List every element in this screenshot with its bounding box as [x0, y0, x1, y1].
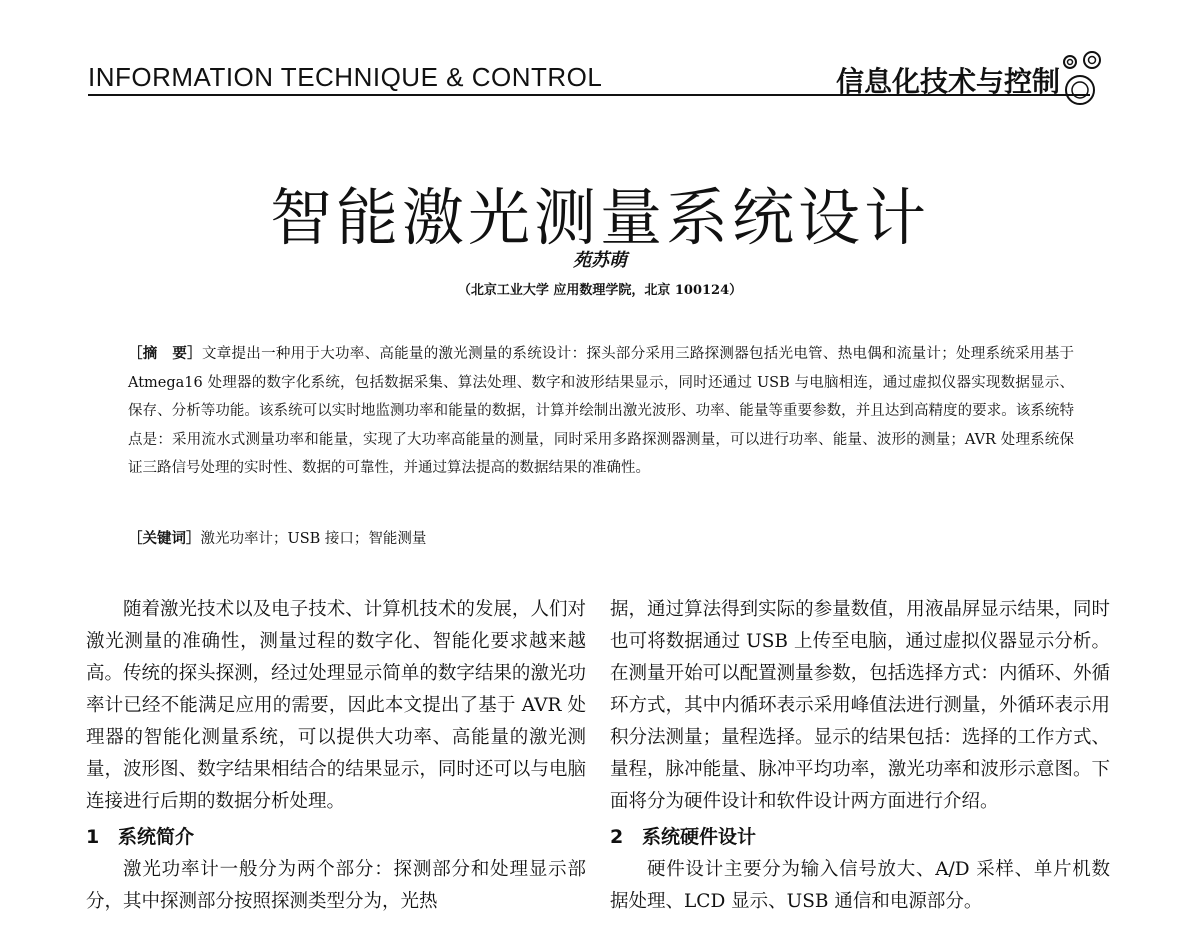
journal-section-cn: 信息化技术与控制	[835, 65, 1060, 98]
journal-name-en: INFORMATION TECHNIQUE & CONTROL	[88, 62, 603, 92]
author-affiliation: （北京工业大学 应用数理学院，北京 100124）	[457, 283, 743, 298]
intro-paragraph: 随着激光技术以及电子技术、计算机技术的发展，人们对激光测量的准确性，测量过程的数字化、智能化要求越来越高。传统的探头探测，经过处理显示简单的数字结果的激光功率计已经不能满足应用的需要，因此本文提出了基于 AVR 处理器的智能化测量系统，可以提供大功率、高能量的激光测量，波形图、数字结果相结合的结果显示，同时还可以与电脑连接进行后期的数据分析处理。	[86, 599, 586, 812]
continued-paragraph: 据，通过算法得到实际的参量数值，用液晶屏显示结果，同时也可将数据通过 USB 上传至电脑，通过虚拟仪器显示分析。在测量开始可以配置测量参数，包括选择方式：内循环、外循环方式，其中内循环表示采用峰值法进行测量，外循环表示用积分法测量；量程选择。显示的结果包括：选择的工作方式、量程，脉冲能量、脉冲平均功率，激光功率和波形示意图。下面将分为硬件设计和软件设计两方面进行介绍。	[610, 599, 1110, 812]
section-2-paragraph: 硬件设计主要分为输入信号放大、A/D 采样、单片机数据处理、LCD 显示、USB 通信和电源部分。	[610, 859, 1110, 912]
section-heading-1	[86, 820, 586, 854]
section-heading-2	[610, 820, 1110, 854]
section-1-paragraph: 激光功率计一般分为两个部分：探测部分和处理显示部分，其中探测部分按照探测类型分为，光热	[86, 859, 586, 912]
keywords-text: 激光功率计；USB 接口；智能测量	[200, 531, 427, 547]
paper-title: 智能激光测量系统设计	[269, 181, 930, 254]
header-divider	[88, 94, 1090, 96]
keywords-label: ［关键词］	[128, 530, 201, 547]
section-number: 2	[610, 826, 624, 848]
abstract	[128, 340, 1074, 483]
double-circle-icon	[1060, 50, 1104, 110]
section-title: 系统简介	[118, 826, 195, 848]
section-number: 1	[86, 826, 100, 848]
body-column-right	[610, 594, 1110, 918]
author-name: 苑苏萌	[573, 250, 627, 271]
abstract-label: ［摘 要］	[128, 345, 202, 362]
body-column-left	[86, 594, 586, 918]
keywords	[128, 525, 1074, 553]
abstract-text: 文章提出一种用于大功率、高能量的激光测量的系统设计：探头部分采用三路探测器包括光电管、热电偶和流量计；处理系统采用基于 Atmega16 处理器的数字化系统，包括数据采集、算法处理、数字和波形结果显示，同时还通过 USB 与电脑相连，通过虚拟仪器实现数据显示、保存、分析等功能。该系统可以实时地监测功率和能量的数据，计算并绘制出激光波形、功率、能量等重要参数，并且达到高精度的要求。该系统特点是：采用流水式测量功率和能量，实现了大功率高能量的测量，同时采用多路探测器测量，可以进行功率、能量、波形的测量；AVR 处理系统保证三路信号处理的实时性、数据的可靠性，并通过算法提高的数据结果的准确性。	[128, 346, 1075, 476]
section-title: 系统硬件设计	[642, 826, 757, 848]
